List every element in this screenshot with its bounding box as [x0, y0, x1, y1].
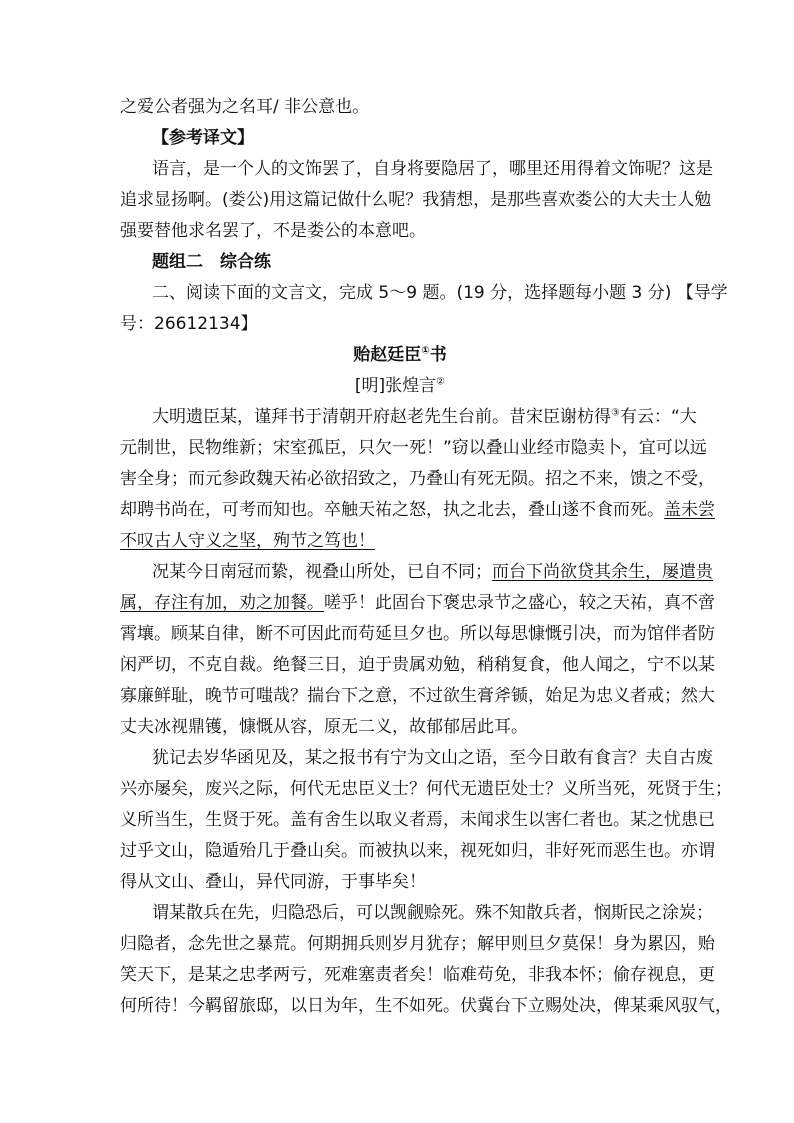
passage-line: [120, 526, 680, 557]
passage-text: 况某今日南冠而絷，视叠山所处，已自不同；: [152, 562, 492, 582]
passage-title: [120, 340, 680, 371]
passage-text: 却聘书尚在，可考而知也。卒触天祐之怒，执之北去，叠山遂不食而死。: [120, 500, 664, 520]
passage-line: 得从文山、叠山，异代同游，于事毕矣！: [120, 872, 426, 892]
passage-line: 害全身；而元参政魏天祐必欲招致之，乃叠山有死无陨。招之不来，馈之不受，: [120, 469, 715, 489]
text-line: 之爱公者强为之名耳/ 非公意也。: [120, 97, 370, 117]
passage-text: 大明遗臣某，谨拜书于清朝开府赵老先生台前。昔宋臣谢枋得: [152, 407, 611, 427]
passage-line: 寡廉鲜耻，晚节可嗤哉？揣台下之意，不过欲生膏斧锧，始足为忠义者戒；然大: [120, 686, 715, 706]
passage-author: [120, 371, 680, 402]
passage-line: [120, 588, 715, 619]
passage-line: 兴亦屡矣，废兴之际，何代无忠臣义士？何代无遗臣处士？义所当死，死贤于生；: [120, 779, 732, 799]
text-line: 语言，是一个人的文饰罢了，自身将要隐居了，哪里还用得着文饰呢？这是: [152, 159, 713, 179]
underlined-sentence: 不叹古人守义之坚，殉节之笃也！: [120, 531, 375, 551]
passage-line: 笑天下，是某之忠孝两亏，死难塞责者矣！临难苟免，非我本怀；偷存视息，更: [120, 965, 715, 985]
title-text: 贻赵廷臣: [353, 345, 422, 365]
author-note-marker: ②: [436, 376, 446, 388]
question-code: 号：26612134】: [120, 314, 258, 334]
passage-line: 归隐者，念先世之暴荒。何期拥兵则岁月犹存；解甲则旦夕莫保！身为累囚，贻: [120, 934, 715, 954]
passage-line: [120, 402, 697, 433]
passage-text: 嗟乎！此固台下褒忠录节之盛心，较之天祐，真不啻: [324, 593, 715, 613]
author-text: [明]张煌言: [354, 376, 437, 396]
document-body: [120, 92, 732, 1022]
passage-line: [120, 557, 713, 588]
title-note-marker: ①: [421, 345, 430, 357]
text-line: 强要替他求名罢了，不是娄公的本意吧。: [120, 221, 426, 241]
passage-line: 丈夫冰视鼎镬，慷慨从容，原无二义，故郁郁居此耳。: [120, 717, 528, 737]
text-line: 追求显扬啊。(娄公)用这篇记做什么呢？我猜想，是那些喜欢娄公的大夫士人勉: [120, 190, 712, 210]
section-heading-group: 题组二 综合练: [152, 252, 271, 272]
passage-line: 义所当生，生贤于死。盖有舍生以取义者焉，未闻求生以害仁者也。某之忧患已: [120, 810, 715, 830]
passage-line: 元制世，民物维新；宋室孤臣，只欠一死！”窃以叠山业经市隐卖卜，宜可以远: [120, 438, 707, 458]
question-instruction: 二、阅读下面的文言文，完成 5～9 题。(19 分，选择题每小题 3 分) 【导学: [152, 283, 728, 303]
note-marker: ③: [611, 407, 620, 419]
passage-text: 有云：“大: [619, 407, 697, 427]
passage-line: 谓某散兵在先，归隐恐后，可以觊觎赊死。殊不知散兵者，悯斯民之涂炭；: [152, 903, 713, 923]
passage-line: 犹记去岁华函见及，某之报书有宁为文山之语，至今日敢有食言？夫自古废: [152, 748, 713, 768]
section-heading-translation: 【参考译文】: [152, 128, 254, 148]
passage-line: 霄壤。顾某自律，断不可因此而苟延旦夕也。所以每思慷慨引决，而为馆伴者防: [120, 624, 715, 644]
passage-line: 何所待！今羁留旅邸，以日为年，生不如死。伏冀台下立赐处决，俾某乘风驭气，: [120, 996, 732, 1016]
underlined-sentence: 属，存注有加，劝之加餐。: [120, 593, 324, 613]
title-tail: 书: [429, 345, 447, 365]
passage-line: 闲严切，不克自裁。绝餐三日，迫于贵属劝勉，稍稍复食，他人闻之，宁不以某: [120, 655, 715, 675]
underlined-sentence: 而台下尚欲贷其余生，屡遣贵: [492, 562, 713, 582]
passage-line: [120, 495, 715, 526]
underlined-sentence: 盖未尝: [664, 500, 715, 520]
passage-line: 过乎文山，隐遁殆几于叠山矣。而被执以来，视死如归，非好死而恶生也。亦谓: [120, 841, 715, 861]
